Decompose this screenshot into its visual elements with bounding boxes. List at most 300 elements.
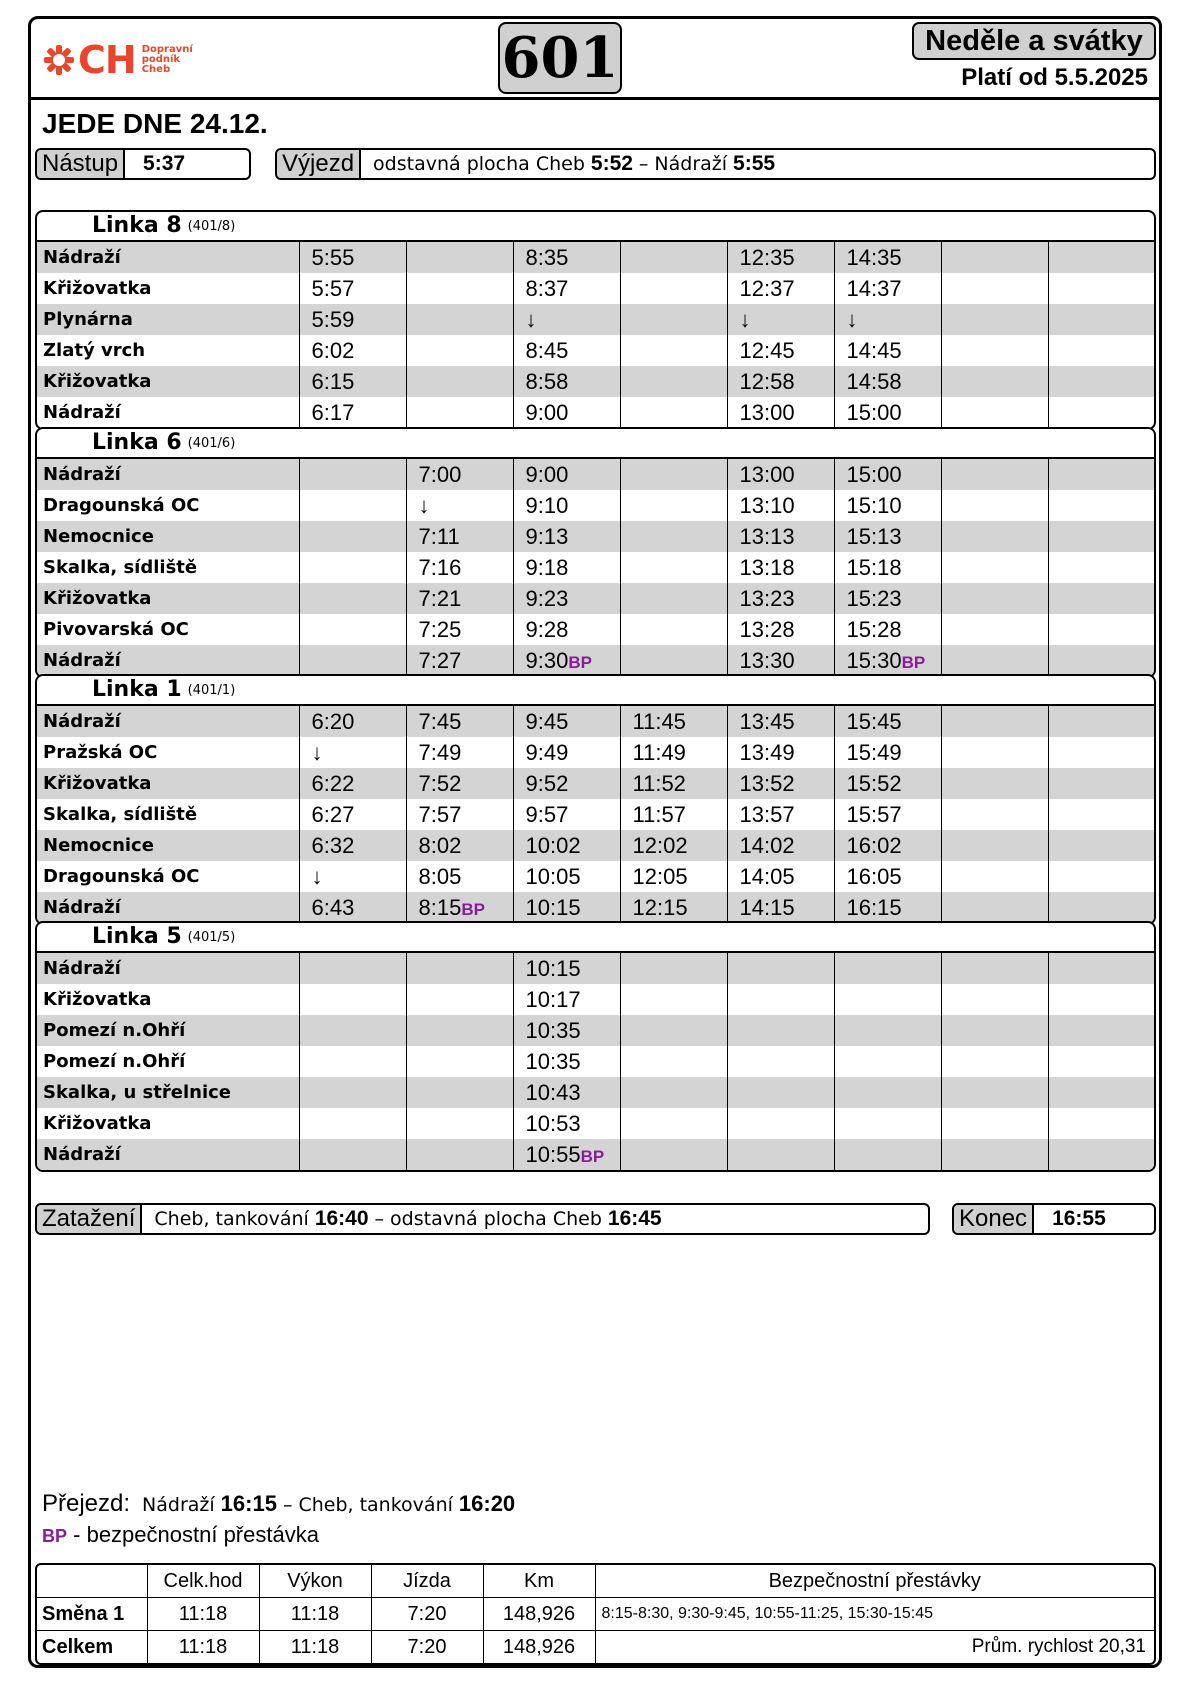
prejezd-label: Přejezd:	[42, 1490, 131, 1517]
departure-time	[299, 953, 406, 984]
departure-time	[1048, 1077, 1155, 1108]
line-title	[37, 212, 1154, 242]
safety-break-mark: BP	[901, 652, 926, 672]
departure-time: 13:52	[727, 768, 834, 799]
line-code: (401/8)	[187, 219, 236, 234]
departure-time	[620, 1046, 727, 1077]
departure-time	[620, 984, 727, 1015]
line-timetable	[37, 459, 1155, 676]
departure-time: 12:45	[727, 335, 834, 366]
departure-time	[299, 583, 406, 614]
line-timetable	[37, 242, 1155, 428]
departure-time: 10:15	[513, 892, 620, 923]
departure-time	[941, 768, 1048, 799]
logo-letters: CH	[78, 38, 136, 82]
departure-time: 14:37	[834, 273, 941, 304]
departure-time	[406, 397, 513, 428]
departure-time: 8:05	[406, 861, 513, 892]
departure-time	[941, 1139, 1048, 1170]
departure-time	[620, 459, 727, 490]
departure-time	[941, 706, 1048, 737]
departure-time	[620, 1108, 727, 1139]
departure-time: 15:00	[834, 397, 941, 428]
departure-time	[941, 737, 1048, 768]
departure-time	[299, 614, 406, 645]
departure-time	[1048, 273, 1155, 304]
departure-time	[406, 1077, 513, 1108]
departure-time	[727, 1108, 834, 1139]
departure-time	[299, 490, 406, 521]
departure-time	[941, 614, 1048, 645]
stop-name: Křižovatka	[37, 366, 299, 397]
departure-time: 9:30BP	[513, 645, 620, 676]
departure-time	[834, 1046, 941, 1077]
zatazeni-label: Zatažení	[37, 1205, 142, 1233]
departure-time	[620, 335, 727, 366]
departure-time	[620, 614, 727, 645]
line-timetable	[37, 706, 1155, 923]
departure-time	[941, 304, 1048, 335]
departure-time	[1048, 583, 1155, 614]
departure-time	[941, 583, 1048, 614]
departure-time: 6:22	[299, 768, 406, 799]
departure-time	[1048, 490, 1155, 521]
departure-time	[406, 953, 513, 984]
logo-subtitle: Dopravní podník Cheb	[141, 44, 193, 75]
departure-time	[620, 366, 727, 397]
departure-time	[941, 799, 1048, 830]
stop-name: Křižovatka	[43, 278, 152, 299]
table-row	[37, 1015, 1155, 1046]
table-row	[37, 366, 1155, 397]
nastup-label: Nástup	[37, 150, 125, 178]
departure-time: 11:57	[620, 799, 727, 830]
departure-time: 15:00	[834, 459, 941, 490]
departure-time: 9:13	[513, 521, 620, 552]
departure-time: 5:57	[299, 273, 406, 304]
line-name: Linka 1	[92, 677, 182, 702]
table-row	[37, 1046, 1155, 1077]
stop-name: Nádraží	[37, 1139, 299, 1170]
departure-time	[1048, 799, 1155, 830]
stop-name: Skalka, sídliště	[43, 557, 198, 578]
departure-time	[727, 1015, 834, 1046]
departure-time	[834, 1139, 941, 1170]
departure-time: 10:55BP	[513, 1139, 620, 1170]
departure-time	[1048, 304, 1155, 335]
summary-header-jizda: Jízda	[371, 1565, 483, 1598]
departure-time	[1048, 397, 1155, 428]
departure-time	[941, 1015, 1048, 1046]
departure-time	[941, 984, 1048, 1015]
stop-name: Pomezí n.Ohří	[43, 1051, 186, 1072]
table-row	[37, 1077, 1155, 1108]
table-row	[37, 861, 1155, 892]
line-block	[35, 921, 1156, 1172]
table-row	[37, 953, 1155, 984]
konec-time: 16:55	[1052, 1207, 1106, 1230]
line-block	[35, 674, 1156, 925]
average-speed: Prům. rychlost 20,31	[595, 1631, 1154, 1664]
vyjezd-label: Výjezd	[277, 150, 361, 178]
company-logo	[42, 40, 193, 80]
departure-time	[941, 552, 1048, 583]
table-row	[37, 521, 1155, 552]
departure-time	[1048, 645, 1155, 676]
departure-time: 7:11	[406, 521, 513, 552]
departure-time	[1048, 1108, 1155, 1139]
konec-box	[952, 1203, 1156, 1235]
break-list: 8:15-8:30, 9:30-9:45, 10:55-11:25, 15:30-15:45	[595, 1598, 1154, 1631]
table-row	[37, 459, 1155, 490]
departure-time: 7:25	[406, 614, 513, 645]
departure-time	[620, 953, 727, 984]
departure-time: 7:49	[406, 737, 513, 768]
stop-name: Nemocnice	[37, 830, 299, 861]
line-title	[37, 923, 1154, 953]
departure-time: 11:49	[620, 737, 727, 768]
day-type-badge: Neděle a svátky	[912, 22, 1156, 60]
departure-time: 13:49	[727, 737, 834, 768]
table-row	[37, 583, 1155, 614]
departure-time: 15:13	[834, 521, 941, 552]
departure-time: 14:35	[834, 242, 941, 273]
departure-time	[834, 1015, 941, 1046]
departure-time	[1048, 335, 1155, 366]
zatazeni-from: Cheb, tankování	[154, 1208, 309, 1230]
bp-legend-mark: BP	[42, 1526, 68, 1546]
vyjezd-from-time: 5:52	[590, 152, 633, 175]
departure-time	[1048, 242, 1155, 273]
departure-time	[299, 1139, 406, 1170]
departure-time: 12:15	[620, 892, 727, 923]
vyjezd-to: Nádraží	[654, 153, 728, 175]
summary-header-vykon: Výkon	[259, 1565, 371, 1598]
departure-time	[406, 1046, 513, 1077]
stop-name: Nádraží	[37, 459, 299, 490]
bp-legend	[42, 1522, 319, 1548]
zatazeni-to-time: 16:45	[607, 1207, 662, 1230]
departure-time	[620, 583, 727, 614]
departure-time: ↓	[727, 304, 834, 335]
departure-time: 15:52	[834, 768, 941, 799]
stop-name: Křižovatka	[37, 583, 299, 614]
departure-time: 12:02	[620, 830, 727, 861]
summary-header-breaks: Bezpečnostní přestávky	[595, 1565, 1154, 1598]
departure-time: ↓	[513, 304, 620, 335]
stop-name: Nádraží	[37, 242, 299, 273]
stop-name: Nemocnice	[37, 521, 299, 552]
departure-time	[941, 1046, 1048, 1077]
departure-time	[406, 335, 513, 366]
summary-header-celk-hod: Celk.hod	[147, 1565, 259, 1598]
departure-time	[1048, 366, 1155, 397]
departure-time	[1048, 1046, 1155, 1077]
departure-time	[620, 1139, 727, 1170]
prejezd-to: Cheb, tankování	[298, 1494, 453, 1516]
departure-time: 11:52	[620, 768, 727, 799]
departure-time: 15:45	[834, 706, 941, 737]
valid-from: Platí od 5.5.2025	[961, 64, 1148, 91]
departure-time	[1048, 521, 1155, 552]
departure-time	[941, 830, 1048, 861]
departure-time: 10:02	[513, 830, 620, 861]
stop-name: Skalka, sídliště	[43, 804, 198, 825]
departure-time	[941, 273, 1048, 304]
departure-time: 7:00	[406, 459, 513, 490]
departure-time	[299, 984, 406, 1015]
stop-name: Dragounská OC	[43, 495, 200, 516]
line-timetable	[37, 953, 1155, 1170]
departure-time	[406, 984, 513, 1015]
departure-time	[834, 1108, 941, 1139]
line-name: Linka 6	[92, 430, 182, 455]
departure-time: 8:15BP	[406, 892, 513, 923]
departure-time	[620, 521, 727, 552]
departure-time: 7:16	[406, 552, 513, 583]
departure-time: 10:53	[513, 1108, 620, 1139]
departure-time	[941, 953, 1048, 984]
header-divider	[28, 97, 1162, 100]
departure-time	[620, 1077, 727, 1108]
table-row	[37, 1139, 1155, 1170]
departure-time	[1048, 614, 1155, 645]
table-row	[37, 737, 1155, 768]
departure-time	[299, 1077, 406, 1108]
stop-name: Nádraží	[43, 402, 121, 423]
departure-time: 9:45	[513, 706, 620, 737]
stop-name: Skalka, u střelnice	[37, 1077, 299, 1108]
departure-time	[834, 953, 941, 984]
stop-name: Nádraží	[37, 892, 299, 923]
departure-time	[620, 645, 727, 676]
departure-time: 12:05	[620, 861, 727, 892]
departure-time: 5:59	[299, 304, 406, 335]
summary-row-smena: Směna 1 11:18 11:18 7:20 148,926 8:15-8:30, 9:30-9:45, 10:55-11:25, 15:30-15:45	[37, 1598, 1154, 1631]
departure-time	[299, 459, 406, 490]
departure-time	[406, 242, 513, 273]
departure-time: 15:49	[834, 737, 941, 768]
departure-time: 13:57	[727, 799, 834, 830]
departure-time	[941, 645, 1048, 676]
table-row	[37, 984, 1155, 1015]
departure-time	[941, 242, 1048, 273]
departure-time	[406, 304, 513, 335]
departure-time	[1048, 892, 1155, 923]
line-name: Linka 5	[92, 924, 182, 949]
departure-time	[941, 1108, 1048, 1139]
departure-time: 7:57	[406, 799, 513, 830]
line-title	[37, 676, 1154, 706]
departure-time: 9:23	[513, 583, 620, 614]
departure-time: 10:35	[513, 1046, 620, 1077]
departure-time: ↓	[406, 490, 513, 521]
departure-time	[406, 366, 513, 397]
departure-time: ↓	[299, 861, 406, 892]
departure-time	[1048, 552, 1155, 583]
departure-time	[620, 1015, 727, 1046]
prejezd-line: Přejezd: Nádraží 16:15 – Cheb, tankování 16:20	[42, 1490, 516, 1517]
table-row	[37, 706, 1155, 737]
prejezd-to-time: 16:20	[458, 1491, 516, 1516]
safety-break-mark: BP	[461, 899, 485, 919]
departure-time: 14:45	[834, 335, 941, 366]
stop-name: Křižovatka	[43, 989, 152, 1010]
departure-time: 10:43	[513, 1077, 620, 1108]
departure-time: 15:57	[834, 799, 941, 830]
departure-time	[406, 1139, 513, 1170]
departure-time	[1048, 953, 1155, 984]
zatazeni-to: odstavná plocha Cheb	[390, 1208, 602, 1230]
departure-time	[941, 521, 1048, 552]
stop-name: Křižovatka	[37, 768, 299, 799]
departure-time: 8:02	[406, 830, 513, 861]
departure-time	[941, 397, 1048, 428]
prejezd-from-time: 16:15	[220, 1491, 277, 1516]
departure-time	[620, 242, 727, 273]
departure-time: 10:05	[513, 861, 620, 892]
departure-time: 15:30BP	[834, 645, 941, 676]
departure-time: 14:02	[727, 830, 834, 861]
summary-table	[37, 1565, 1154, 1663]
departure-time	[299, 645, 406, 676]
departure-time	[1048, 459, 1155, 490]
logo-cross-icon	[42, 43, 76, 77]
stop-name: Křižovatka	[43, 1113, 152, 1134]
departure-time: 12:58	[727, 366, 834, 397]
departure-time: 12:37	[727, 273, 834, 304]
summary-header-km: Km	[483, 1565, 595, 1598]
runs-on-date: JEDE DNE 24.12.	[42, 108, 268, 139]
table-row	[37, 799, 1155, 830]
table-row	[37, 397, 1155, 428]
stop-name: Dragounská OC	[43, 866, 200, 887]
departure-time: 16:05	[834, 861, 941, 892]
departure-time	[620, 552, 727, 583]
departure-time	[299, 521, 406, 552]
departure-time: 7:45	[406, 706, 513, 737]
departure-time	[299, 1046, 406, 1077]
stop-name: Zlatý vrch	[43, 340, 146, 361]
safety-break-mark: BP	[580, 1146, 605, 1166]
nastup-time: 5:37	[143, 152, 186, 175]
departure-time: 10:15	[513, 953, 620, 984]
table-row	[37, 768, 1155, 799]
departure-time: 13:10	[727, 490, 834, 521]
departure-time: 6:02	[299, 335, 406, 366]
departure-time: 10:35	[513, 1015, 620, 1046]
departure-time: 6:17	[299, 397, 406, 428]
departure-time	[1048, 737, 1155, 768]
departure-time: 13:28	[727, 614, 834, 645]
departure-time: 10:17	[513, 984, 620, 1015]
departure-time	[620, 490, 727, 521]
departure-time: 14:58	[834, 366, 941, 397]
departure-time	[406, 273, 513, 304]
nastup-box	[35, 148, 251, 180]
stop-name: Pomezí n.Ohří	[37, 1015, 299, 1046]
departure-time	[299, 552, 406, 583]
departure-time	[299, 1108, 406, 1139]
summary-header-row	[37, 1565, 1154, 1598]
departure-time	[727, 1046, 834, 1077]
departure-time: 6:15	[299, 366, 406, 397]
vyjezd-to-time: 5:55	[733, 152, 776, 175]
departure-time: 15:18	[834, 552, 941, 583]
departure-time: 14:05	[727, 861, 834, 892]
departure-time	[406, 1015, 513, 1046]
stop-name: Pražská OC	[43, 742, 158, 763]
table-row	[37, 242, 1155, 273]
safety-break-mark: BP	[568, 652, 592, 672]
departure-time: 9:00	[513, 459, 620, 490]
departure-time: 13:45	[727, 706, 834, 737]
departure-time: 9:49	[513, 737, 620, 768]
table-row	[37, 614, 1155, 645]
shift-summary	[35, 1563, 1156, 1665]
departure-time: 14:15	[727, 892, 834, 923]
departure-time	[941, 490, 1048, 521]
departure-time	[834, 1077, 941, 1108]
table-row	[37, 273, 1155, 304]
departure-time: 13:00	[727, 459, 834, 490]
line-code: (401/5)	[187, 930, 236, 945]
table-row	[37, 552, 1155, 583]
stop-name: Nádraží	[37, 645, 299, 676]
departure-time	[941, 366, 1048, 397]
departure-time	[941, 861, 1048, 892]
departure-time	[941, 459, 1048, 490]
departure-time: 9:28	[513, 614, 620, 645]
departure-time: 8:58	[513, 366, 620, 397]
departure-time: 8:37	[513, 273, 620, 304]
departure-time	[620, 304, 727, 335]
departure-time	[727, 1077, 834, 1108]
departure-time	[620, 397, 727, 428]
line-code: (401/6)	[187, 436, 236, 451]
stop-name: Plynárna	[37, 304, 299, 335]
departure-time	[1048, 1015, 1155, 1046]
departure-time: 7:21	[406, 583, 513, 614]
departure-time: 15:23	[834, 583, 941, 614]
departure-time: 9:57	[513, 799, 620, 830]
departure-time	[1048, 830, 1155, 861]
departure-time	[1048, 861, 1155, 892]
departure-time: 9:52	[513, 768, 620, 799]
departure-time: 15:28	[834, 614, 941, 645]
departure-time	[941, 1077, 1048, 1108]
table-row	[37, 490, 1155, 521]
departure-time: 8:35	[513, 242, 620, 273]
table-row	[37, 304, 1155, 335]
departure-time: 15:10	[834, 490, 941, 521]
departure-time: 6:32	[299, 830, 406, 861]
departure-time: 13:23	[727, 583, 834, 614]
departure-time	[727, 984, 834, 1015]
line-name: Linka 8	[92, 213, 182, 238]
line-block	[35, 210, 1156, 430]
table-row	[37, 335, 1155, 366]
departure-time: 7:27	[406, 645, 513, 676]
route-number: 601	[498, 22, 622, 94]
departure-time	[299, 1015, 406, 1046]
line-code: (401/1)	[187, 683, 236, 698]
departure-time	[1048, 768, 1155, 799]
departure-time: 9:00	[513, 397, 620, 428]
table-row	[37, 892, 1155, 923]
departure-time: 8:45	[513, 335, 620, 366]
summary-row-celkem: Celkem 11:18 11:18 7:20 148,926 Prům. rychlost 20,31	[37, 1631, 1154, 1664]
